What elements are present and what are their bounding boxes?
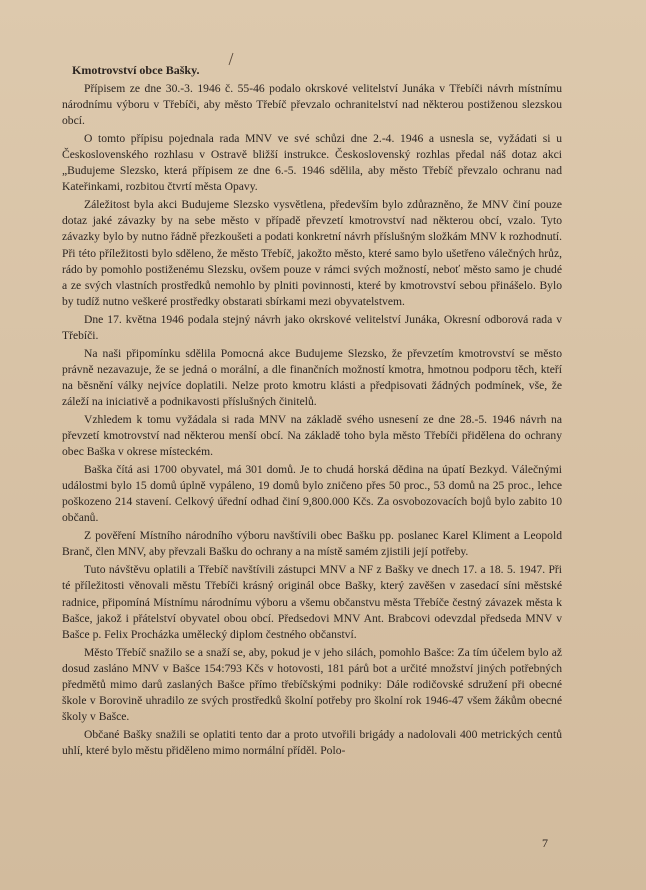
paragraph: Baška čítá asi 1700 obyvatel, má 301 domů. Je to chudá horská dědina na úpatí Bezkyd. Válečnými událostmi bylo 15 domů úplně vypáleno, 19 domů bylo zničeno přes 50 proc., 53 domů na 25 proc., lehce poškozeno 214 stavení. Celkový úřední odhad činí 9,800.000 Kčs. Za osvobozovacích bojů bylo zabito 10 občanů. [62, 463, 562, 525]
paragraph: Z pověření Místního národního výboru navštívili obec Bašku pp. poslanec Karel Kliment a Leopold Branč, člen MNV, aby převzali Bašku do ochrany a na místě samém zjistili její potřeby. [62, 529, 562, 559]
page-number: 7 [542, 836, 548, 850]
paragraph: Dne 17. května 1946 podala stejný návrh jako okrskové velitelství Junáka, Okresní odborová rada v Třebíči. [62, 312, 562, 342]
paragraph: Záležitost byla akci Budujeme Slezsko vysvětlena, především bylo zdůrazněno, že MNV činí pouze dotaz jaké závazky by na sebe město v případě převzetí kmotrovství nad některou obcí, vzalo. Tyto závazky bylo by nutno řádně přezkoušeti a podati konkretní návrh příslušným složkám MNV k rozhodnutí. Při této příležitosti bylo sděleno, že město Třebíč, jakožto město, které samo bylo ušetřeno válečných hrůz, rádo by pomohlo postiženému Slezsku, ovšem pouze v rámci svých možností, neboť město samo je chudé a ze svých vlastních prostředků nemohlo by plniti povinnosti, které by kmotrovství sebou přinášelo. Bylo by tudíž nutno veškeré prostředky obstarati sbírkami mezi obyvatelstvem. [62, 198, 562, 308]
paragraph: Vzhledem k tomu vyžádala si rada MNV na základě svého usnesení ze dne 28.-5. 1946 návrh na převzetí kmotrovství nad některou menší obcí. Na základě toho byla město Třebíči přidělena do ochrany obec Baška v okrese místeckém. [62, 412, 562, 459]
paragraph: Na naši připomínku sdělila Pomocná akce Budujeme Slezsko, že převzetím kmotrovství se město právně nezavazuje, že se jedná o morální, a dle finančních možností kmotra, hmotnou podporu těch, kteří na běsnění války nejvíce doplatili. Nelze proto kmotru klásti a předpisovati žádných podmínek, vše, že záleží na iniciativě a podnikavosti příslušných činitelů. [62, 346, 562, 408]
paragraph: O tomto přípisu pojednala rada MNV ve své schůzi dne 2.-4. 1946 a usnesla se, vyžádati si u Československého rozhlasu v Ostravě bližší instrukce. Československý rozhlas předal náš dotaz akci „Budujeme Slezsko, která přípisem ze dne 6.-5. 1946 sdělila, aby město Třebíč převzalo ochranu nad Kateřinkami, rozbitou čtvrtí města Opavy. [62, 132, 562, 194]
paragraph: Přípisem ze dne 30.-3. 1946 č. 55-46 podalo okrskové velitelství Junáka v Třebíči návrh místnímu národnímu výboru v Třebíči, aby město Třebíč převzalo ochranitelství nad některou postiženou slezskou obcí. [62, 82, 562, 128]
paragraph: Město Třebíč snažilo se a snaží se, aby, pokud je v jeho silách, pomohlo Bašce: Za tím účelem bylo až dosud zasláno MNV v Bašce 154:793 Kčs v hotovosti, 181 párů bot a určité množství jiných potřebných předmětů mimo darů zaslaných Bašce přímo třebíčskými podniky: Dále rodičovské sdružení při obecné škole v Borovině uhradilo ze svých prostředků školní potřeby pro školní rok 1946-47 všem žákům obecné školy v Bašce. [62, 645, 562, 723]
paragraph: Občané Bašky snažili se oplatiti tento dar a proto utvořili brigády a nadolovali 400 metrických centů uhlí, které bylo městu přiděleno mimo normální příděl. Polo- [62, 727, 562, 757]
paragraph: Tuto návštěvu oplatili a Třebíč navštívili zástupci MNV a NF z Bašky ve dnech 17. a 18. 5. 1947. Při té příležitosti věnovali městu Třebíči krásný originál obce Bašky, který zavěšen v zasedací síni městské radnice, připomíná Místnímu národnímu výboru a všemu občanstvu města Třebíče čestný závazek města k Bašce, jakož i přátelství obyvatel obou obcí. Předsedovi MNV Ant. Brabcovi odevzdal předseda MNV v Bašce p. Felix Procházka umělecký diplom čestného občanství. [62, 563, 562, 641]
document-body [62, 62, 562, 761]
document-heading: Kmotrovství obce Bašky. [72, 63, 200, 77]
